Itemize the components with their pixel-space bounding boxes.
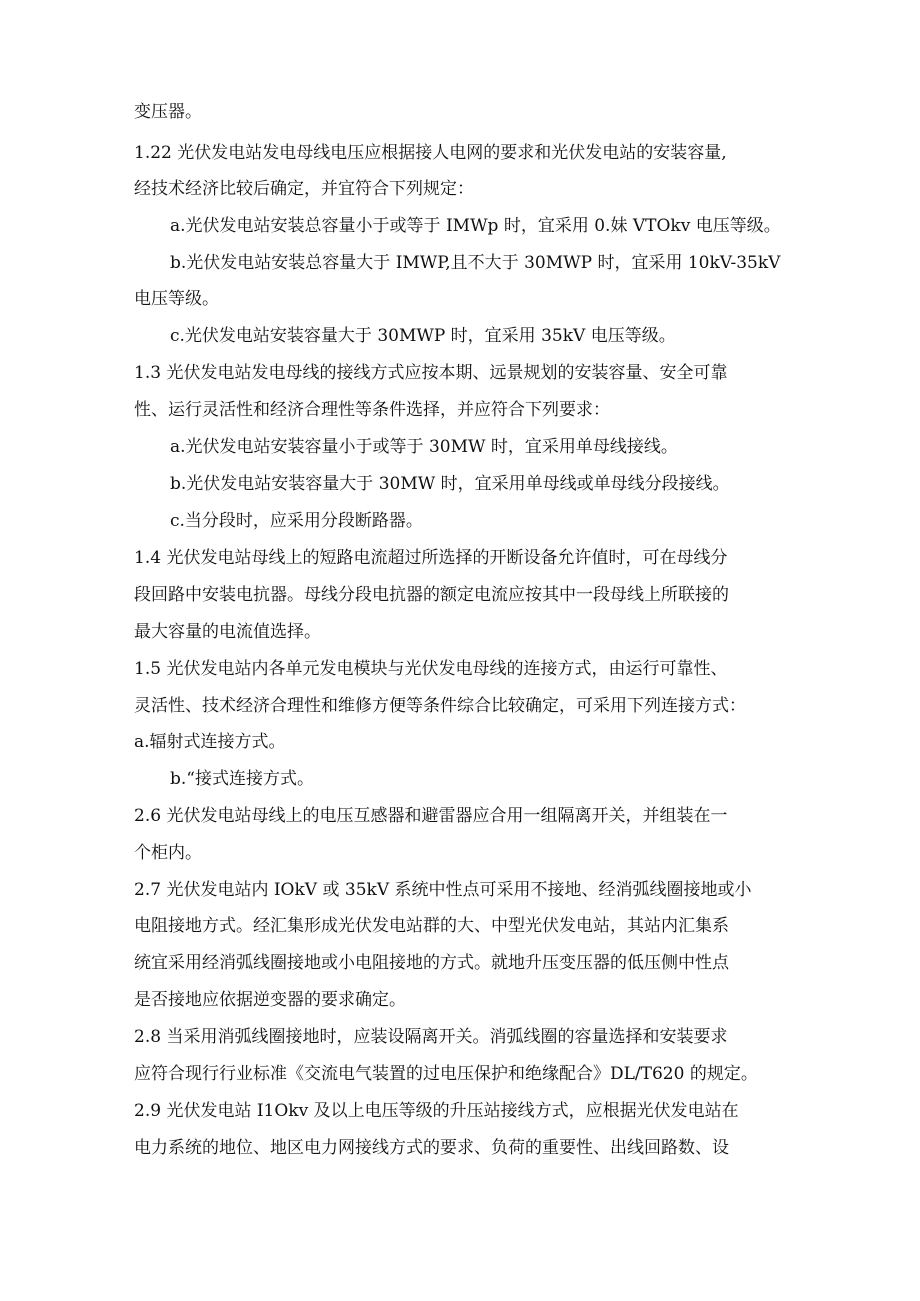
text-line: 应符合现行行业标准《交流电气装置的过电压保护和绝缘配合》DL/T620 的规定。 (134, 1064, 758, 1084)
text-line: 性、运行灵活性和经济合理性等条件选择，并应符合下列要求： (134, 400, 610, 420)
text-line: 2.8 当采用消弧线圈接地时，应装设隔离开关。消弧线圈的容量选择和安装要求 (134, 1027, 728, 1047)
text-line: b.“接式连接方式。 (170, 769, 314, 789)
text-line: 1.3 光伏发电站发电母线的接线方式应按本期、远景规划的安装容量、安全可靠 (134, 363, 728, 383)
text-line: 最大容量的电流值选择。 (134, 622, 321, 642)
text-line: 1.4 光伏发电站母线上的短路电流超过所选择的开断设备允许值时，可在母线分 (134, 548, 728, 568)
text-line: 电力系统的地位、地区电力网接线方式的要求、负荷的重要性、出线回路数、设 (134, 1138, 729, 1158)
text-line: a.辐射式连接方式。 (134, 732, 286, 752)
text-line: 是否接地应依据逆变器的要求确定。 (134, 990, 406, 1010)
text-line: b.光伏发电站安装总容量大于 IMWP,且不大于 30MWP 时，宜采用 10kV-35kV (170, 253, 781, 273)
text-line: 2.9 光伏发电站 I1Okv 及以上电压等级的升压站接线方式，应根据光伏发电站在 (134, 1101, 739, 1121)
text-line: 段回路中安装电抗器。母线分段电抗器的额定电流应按其中一段母线上所联接的 (134, 585, 729, 605)
text-line: a.光伏发电站安装总容量小于或等于 IMWp 时，宜采用 0.妹 VTOkv 电压等级。 (170, 216, 781, 236)
text-line: 灵活性、技术经济合理性和维修方便等条件综合比较确定，可采用下列连接方式： (134, 696, 746, 716)
text-line: 经技术经济比较后确定，并宜符合下列规定： (134, 179, 474, 199)
text-line: 统宜采用经消弧线圈接地或小电阻接地的方式。就地升压变压器的低压侧中性点 (134, 953, 729, 973)
text-line: a.光伏发电站安装容量小于或等于 30MW 时，宜采用单母线接线。 (170, 437, 678, 457)
text-line: 变压器。 (134, 102, 202, 122)
text-line: 个柜内。 (134, 843, 202, 863)
text-line: 2.7 光伏发电站内 IOkV 或 35kV 系统中性点可采用不接地、经消弧线圈接地或小 (134, 880, 752, 900)
text-line: b.光伏发电站安装容量大于 30MW 时，宜采用单母线或单母线分段接线。 (170, 474, 730, 494)
text-line: c.光伏发电站安装容量大于 30MWP 时，宜采用 35kV 电压等级。 (170, 326, 676, 346)
text-line: 电阻接地方式。经汇集形成光伏发电站群的大、中型光伏发电站，其站内汇集系 (134, 916, 729, 936)
text-line: 2.6 光伏发电站母线上的电压互感器和避雷器应合用一组隔离开关，并组装在一 (134, 806, 728, 826)
text-line: 电压等级。 (134, 289, 219, 309)
text-line: 1.22 光伏发电站发电母线电压应根据接人电网的要求和光伏发电站的安装容量, (134, 143, 727, 163)
text-line: c.当分段时，应采用分段断路器。 (170, 511, 423, 531)
text-line: 1.5 光伏发电站内各单元发电模块与光伏发电母线的连接方式，由运行可靠性、 (134, 659, 728, 679)
